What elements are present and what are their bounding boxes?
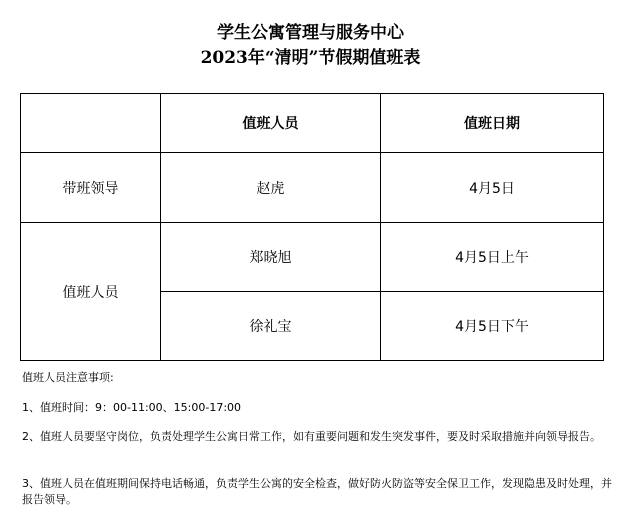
- person-cell: 郑晓旭: [161, 223, 381, 292]
- page-title: 学生公寓管理与服务中心: [217, 23, 404, 43]
- note-item-3: 3、值班人员在值班期间保持电话畅通，负责学生公寓的安全检查，做好防火防盗等安全保卫工作，发现隐患及时处理，并报告领导。: [22, 477, 612, 506]
- date-cell: 4月5日下午: [381, 292, 604, 361]
- page-subtitle: 2023年“清明”节假期值班表: [200, 48, 421, 68]
- role-cell: 带班领导: [21, 153, 161, 223]
- notes-heading: 值班人员注意事项:: [22, 371, 114, 384]
- date-cell: 4月5日: [381, 153, 604, 223]
- table-row: [21, 223, 604, 292]
- person-cell: 赵虎: [161, 153, 381, 223]
- role-cell: 值班人员: [21, 223, 161, 361]
- person-cell: 徐礼宝: [161, 292, 381, 361]
- duty-table: [20, 93, 604, 361]
- note-item-2: 2、值班人员要坚守岗位，负责处理学生公寓日常工作，如有重要问题和发生突发事件，要及时采取措施并向领导报告。: [22, 430, 601, 443]
- header-cell-person: 值班人员: [161, 94, 381, 153]
- header-cell-empty: [21, 94, 161, 153]
- note-item-1: 1、值班时间：9：00-11:00、15:00-17:00: [22, 401, 242, 414]
- table-header-row: [21, 94, 604, 153]
- date-cell: 4月5日上午: [381, 223, 604, 292]
- header-cell-date: 值班日期: [381, 94, 604, 153]
- table-row: [21, 153, 604, 223]
